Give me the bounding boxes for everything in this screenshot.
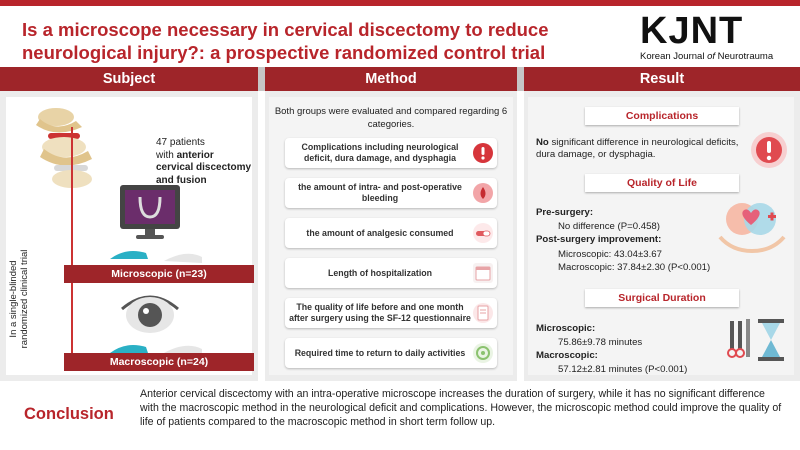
method-item-bleeding [285,178,497,208]
complications-result-bold: No [536,137,549,148]
complications-result [536,137,758,161]
duration-macroscopic-value: 57.12±2.81 minutes (P<0.001) [558,364,688,375]
logo-subtitle-of: of [707,51,716,62]
result-panel [524,91,800,381]
column-header-band [0,67,800,91]
method-item-daily-activities [285,338,497,368]
patients-procedure-bold: anterior cervical discectomy and fusion [156,149,252,186]
pre-surgery-label: Pre-surgery: [536,207,594,218]
eye-icon [118,287,182,337]
post-surgery-label: Post-surgery improvement: [536,234,662,245]
calendar-icon [473,263,493,283]
subject-heading: Subject [102,71,156,87]
trial-type-label: In a single-blinded randomized clinical trial [8,249,30,349]
result-panel-inner [528,97,794,375]
spine-icon [26,103,126,193]
method-panel-inner [269,97,513,375]
method-item-quality-of-life [285,298,497,328]
subject-panel [0,91,258,381]
top-accent-bar [0,0,800,6]
group-microscopic: Microscopic (n=23) [64,265,254,283]
timeline-line [71,127,73,367]
result-heading: Result [639,71,685,87]
pre-surgery-value: No difference (P=0.458) [558,221,660,232]
duration-microscopic-value: 75.86±9.78 minutes [558,337,643,348]
blood-drop-icon [473,183,493,203]
group-macroscopic: Macroscopic (n=24) [64,353,254,371]
method-item-analgesic [285,218,497,248]
page-title: Is a microscope necessary in cervical discectomy to reduce neurological injury?: a prospective randomized control trial [22,19,549,63]
conclusion-label: Conclusion [24,405,114,423]
patients-procedure [156,150,252,188]
method-item-label: The quality of life before and one month after surgery using the SF-12 questionnaire [289,302,471,323]
method-item-label: the amount of intra- and post-operative bleeding [298,182,462,203]
logo-subtitle-pre: Korean Journal [640,51,705,62]
header-separator [517,67,524,91]
logo-mark: KJNT [640,10,744,52]
complications-result-text: significant difference in neurological deficits, dura damage, or dysphagia. [536,137,739,160]
activity-icon [473,343,493,363]
post-surgery-macroscopic: Macroscopic: 37.84±2.30 (P<0.001) [558,262,711,273]
patients-description [156,137,252,187]
duration-microscopic-label: Microscopic: [536,323,596,334]
method-item-label: Length of hospitalization [327,267,433,278]
subject-panel-inner [6,97,252,375]
method-item-label: Required time to return to daily activities [294,347,466,358]
method-panel [265,91,517,381]
questionnaire-icon [473,303,493,323]
method-item-label: the amount of analgesic consumed [306,227,454,238]
method-item-complications [285,138,497,168]
conclusion-text: Anterior cervical discectomy with an intra-operative microscope increases the duration of surgery, while it has no significant difference with the macroscopic method in the neurological deficit and complications. However, the microscopic method could improve the quality of life of patients compared to the macroscopic method in short term follow up. [140,388,782,428]
method-item-hospitalization [285,258,497,288]
patients-count: 47 patients [156,137,205,148]
post-surgery-microscopic: Microscopic: 43.04±3.67 [558,249,662,260]
surgical-tools-hourglass-icon [724,315,788,363]
journal-logo [640,12,790,62]
alert-icon [473,143,493,163]
method-heading: Method [365,71,417,87]
pill-icon [473,223,493,243]
complications-heading: Complications [585,107,739,125]
logo-subtitle-post: Neurotrauma [717,51,774,62]
surgeon-hands-icon [106,243,206,265]
header-separator [258,67,265,91]
patients-with: with [156,149,174,161]
surgical-duration-heading: Surgical Duration [585,289,739,307]
duration-macroscopic-label: Macroscopic: [536,350,598,361]
warning-icon [750,131,788,169]
microscope-monitor-icon [118,183,182,241]
method-intro: Both groups were evaluated and compared regarding 6 categories. [274,106,508,130]
hands-heart-icon [716,197,788,255]
quality-of-life-heading: Quality of Life [585,174,739,192]
method-item-label: Complications including neurological deficit, dura damage, and dysphagia [301,142,459,163]
logo-subtitle [640,51,790,62]
